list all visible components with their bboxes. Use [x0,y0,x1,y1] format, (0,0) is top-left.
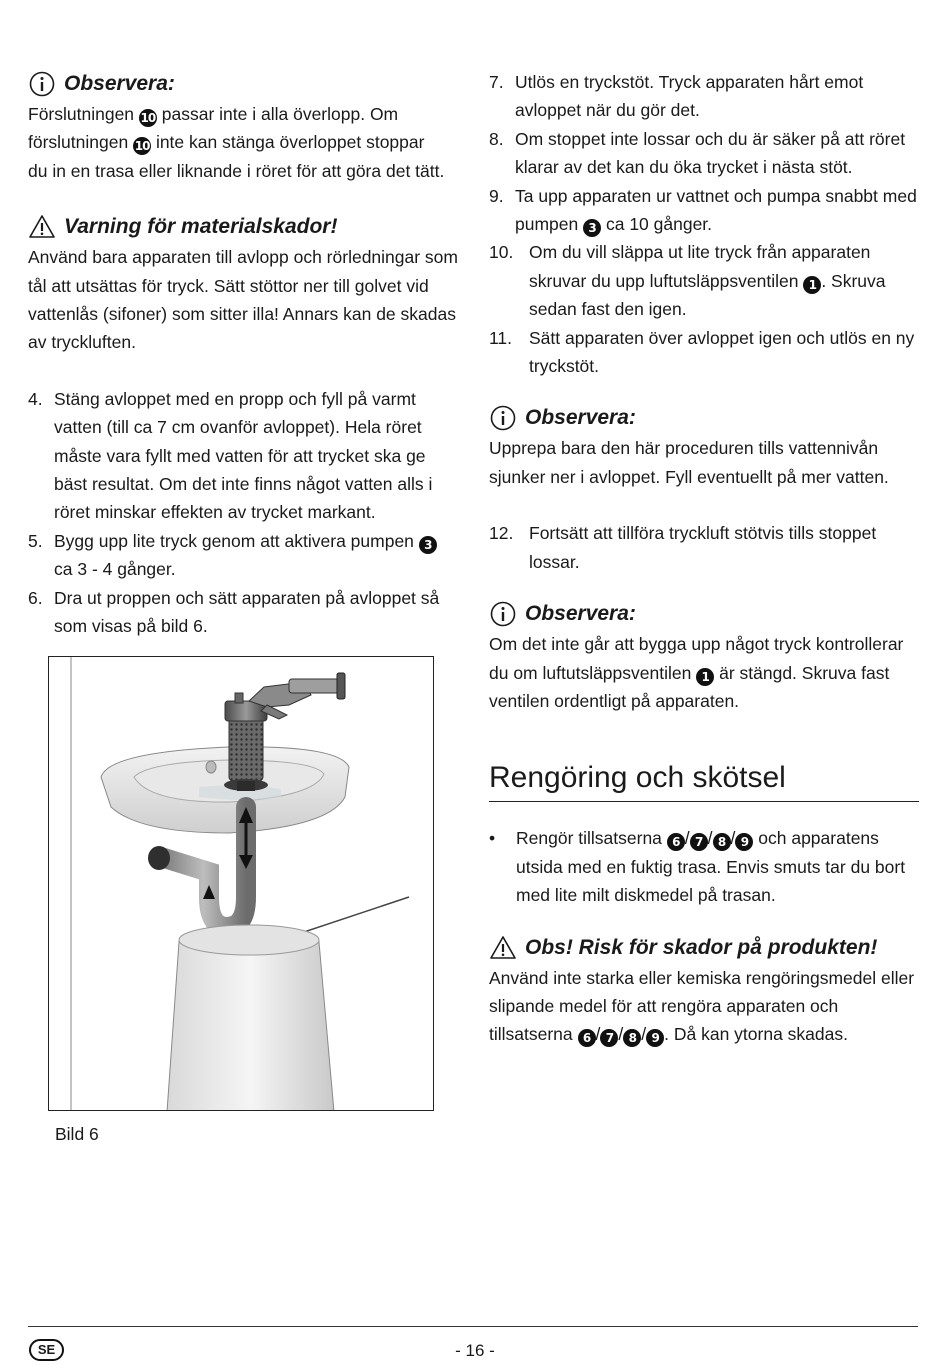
warning-heading [28,211,460,243]
list-item: 6. Dra ut proppen och sätt apparaten på avloppet så som visas på bild 6. [28,587,440,637]
left-column [28,68,460,641]
ref-number-badge: 9 [735,833,753,851]
ref-number-badge: 3 [419,536,437,554]
note-title: Observera: [64,72,175,95]
ref-number-badge: 3 [583,219,601,237]
warning-text: Använd bara apparaten till avlopp och rörledningar som tål att utsättas för tryck. Sätt stöttor ner till golvet vid vattenlås (sifoner) som sitter illa! Annars kan de skadas av tryckluften. [28,247,458,353]
ref-number-badge: 10 [140,111,156,125]
drain-cleaner-illustration [49,657,434,1111]
note-title: Observera: [525,406,636,430]
steps-list-right-2 [489,519,919,576]
warning-icon [28,213,56,241]
note-title: Observera: [525,602,636,626]
note-heading [28,68,460,100]
list-item: 11. Sätt apparaten över avloppet igen och utlös en ny tryckstöt. [489,327,915,377]
list-item: 4. Stäng avloppet med en propp och fyll på varmt vatten (till ca 7 cm ovanför avloppet). Hela röret måste vara fyllt med vatten för att trycket ska ge bäst resultat. Om det inte finns något vatten alls i röret minskar effekten av trycket markant. [28,388,433,523]
info-icon [489,600,517,628]
list-item: 9. Ta upp apparaten ur vattnet och pumpa snabbt med pumpen 3 ca 10 gånger. [489,185,917,236]
ref-number-badge: 6 [667,833,685,851]
bullet-list [489,824,919,909]
warning-title: Varning för materialskador! [64,215,338,239]
ref-number-badge: 1 [696,668,714,686]
ref-number-badge: 7 [690,833,708,851]
steps-list-left [28,385,460,641]
warning-icon [489,934,517,962]
note-heading [489,598,919,630]
right-column [489,68,919,1049]
info-icon [28,70,56,98]
list-item: 10. Om du vill släppa ut lite tryck från apparaten skruvar du upp luftutsläppsventilen 1 . Skruva sedan fast den igen. [489,242,886,320]
caution-title: Obs! Risk för skador på produkten! [525,935,878,959]
list-item: 12. Fortsätt att tillföra tryckluft stötvis tills stoppet lossar. [489,523,877,572]
note-text: Upprepa bara den här proceduren tills vattennivån sjunker ner i avloppet. Fyll eventuellt på mer vatten. [489,438,889,487]
ref-number-badge: 8 [623,1029,641,1047]
figure-caption: Bild 6 [55,1124,99,1144]
ref-number-badge: 9 [646,1029,664,1047]
caution-text: Använd inte starka eller kemiska rengöringsmedel eller slipande medel för att rengöra apparaten och tillsatserna 6 / 7 / 8 / 9 . Då kan ytorna skadas. [489,967,915,1046]
note-heading [489,402,919,434]
footer-divider [28,1326,918,1327]
note-text: Om det inte går att bygga upp något tryck kontrollerar du om luftutsläppsventilen 1 är stängd. Skruva fast ventilen ordentligt på apparaten. [489,634,904,711]
ref-number-badge: 1 [803,276,821,294]
list-item: 5. Bygg upp lite tryck genom att aktivera pumpen 3 ca 3 - 4 gånger. [28,527,460,584]
section-title: Rengöring och skötsel [489,759,919,802]
ref-number-badge: 7 [600,1029,618,1047]
list-item: 7. Utlös en tryckstöt. Tryck apparaten hårt emot avloppet när du gör det. [489,72,864,121]
list-item: 8. Om stoppet inte lossar och du är säker på att röret klarar av det kan du öka trycket i nästa stöt. [489,128,906,178]
language-badge: SE [29,1339,64,1361]
note-text: Förslutningen 10 passar inte i alla överlopp. Om förslutningen 10 inte kan stänga överloppet stoppar du in en trasa eller liknande i röret för att göra det tätt. [28,104,445,181]
steps-list-right [489,68,919,380]
list-item: • Rengör tillsatserna 6 / 7 / 8 / 9 och apparatens utsida med en fuktig trasa. Envis smuts tar du bort med lite milt diskmedel på trasan. [489,828,906,906]
figure-bild-6 [48,656,434,1111]
caution-heading [489,932,919,964]
ref-number-badge: 8 [713,833,731,851]
ref-number-badge: 6 [578,1029,596,1047]
page-number: - 16 - [455,1341,495,1360]
info-icon [489,404,517,432]
ref-number-badge: 10 [134,139,150,154]
